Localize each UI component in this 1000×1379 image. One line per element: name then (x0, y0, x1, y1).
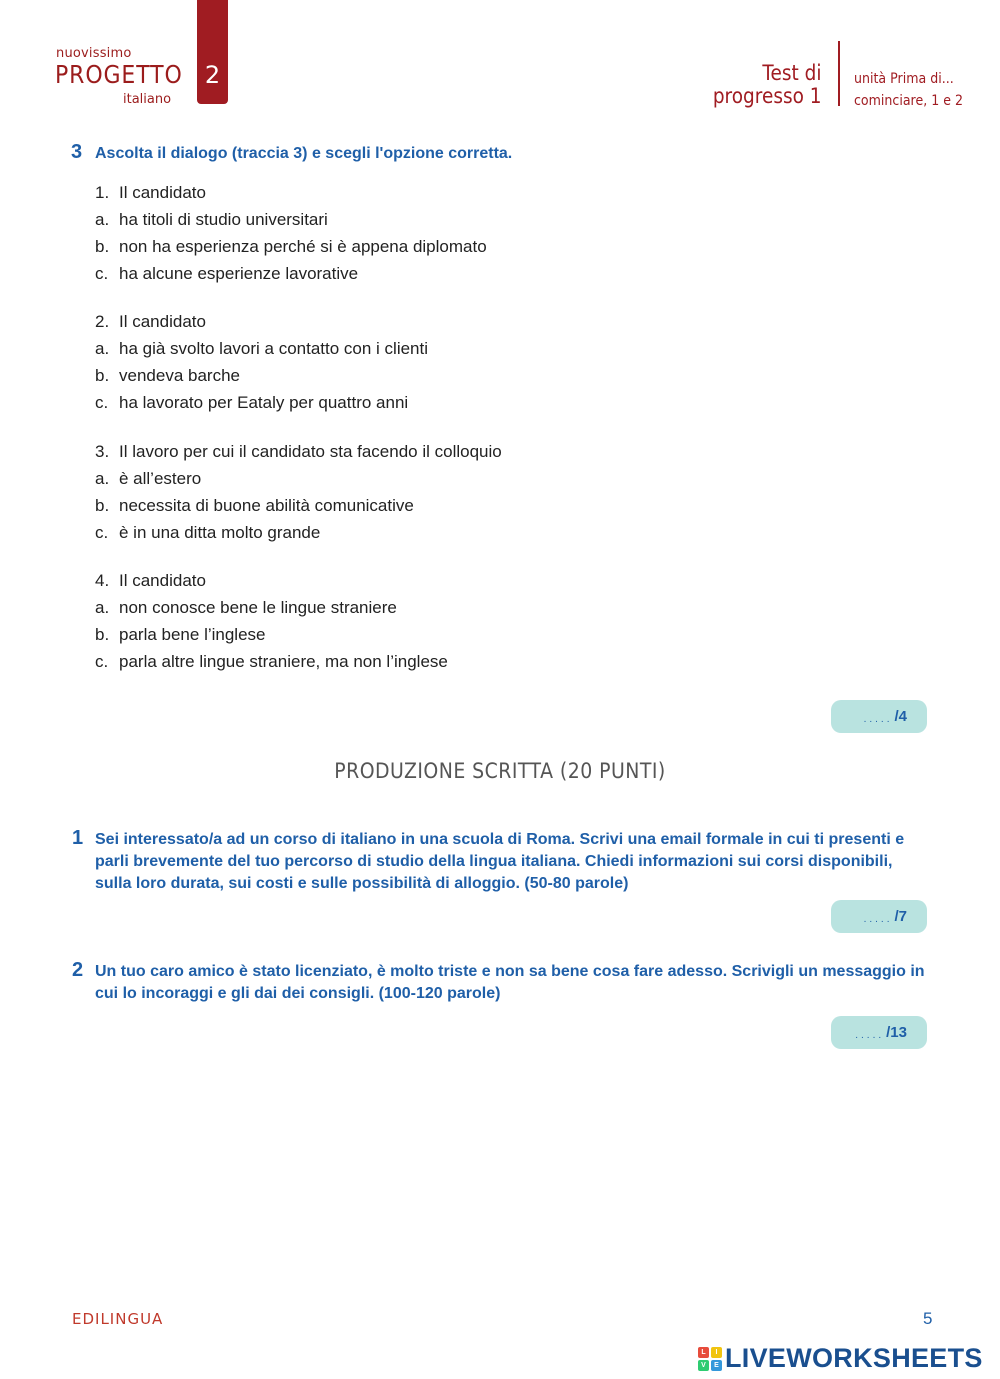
section-title: PRODUZIONE SCRITTA (20 PUNTI) (334, 759, 666, 783)
question-text: Il candidato (119, 312, 206, 331)
option-text: parla bene l’inglese (119, 625, 266, 644)
option-text: parla altre lingue straniere, ma non l’inglese (119, 652, 448, 671)
brand-italiano: italiano (123, 92, 172, 107)
option-letter: b. (95, 366, 110, 385)
score-total: /4 (894, 708, 907, 725)
liveworksheets-text: LIVEWORKSHEETS (725, 1343, 983, 1373)
publisher-logo: EDILINGUA (72, 1310, 164, 1328)
option-2b[interactable] (95, 362, 428, 389)
option-text: è in una ditta molto grande (119, 523, 321, 542)
exercise-3-instruction: Ascolta il dialogo (traccia 3) e scegli l'opzione corretta. (95, 145, 513, 162)
option-letter: b. (95, 625, 110, 644)
score-dots: ..... (863, 914, 893, 925)
score-box-writing-2[interactable] (831, 1016, 927, 1049)
writing-1-number: 1 (72, 827, 84, 849)
option-text: vendeva barche (119, 366, 240, 385)
option-1b[interactable] (95, 233, 487, 260)
question-number: 1. (95, 183, 110, 202)
question-2-stem (95, 308, 428, 335)
option-letter: b. (95, 237, 110, 256)
option-1a[interactable] (95, 206, 487, 233)
option-3c[interactable] (95, 519, 502, 546)
logo-letter-i: I (711, 1347, 722, 1358)
test-units (854, 68, 963, 112)
test-title-line1: Test di (762, 61, 822, 85)
option-4a[interactable] (95, 594, 448, 621)
score-box-writing-1[interactable] (831, 900, 927, 933)
option-letter: c. (95, 393, 109, 412)
option-text: ha lavorato per Eataly per quattro anni (119, 393, 409, 412)
level-tab: 2 (197, 0, 228, 104)
exercise-3-number: 3 (71, 141, 83, 163)
question-3 (95, 438, 502, 546)
score-box-exercise-3[interactable] (831, 700, 927, 733)
option-letter: a. (95, 210, 110, 229)
option-letter: a. (95, 469, 110, 488)
question-2 (95, 308, 428, 416)
option-letter: a. (95, 339, 110, 358)
logo-letter-e: E (711, 1360, 722, 1371)
option-letter: c. (95, 523, 109, 542)
brand-progetto: PROGETTO (55, 60, 183, 89)
header-divider (838, 41, 840, 106)
question-4 (95, 567, 448, 675)
score-dots: ..... (855, 1030, 885, 1041)
option-text: ha già svolto lavori a contatto con i clienti (119, 339, 429, 358)
test-units-line2: cominciare, 1 e 2 (854, 93, 964, 109)
writing-1-instruction: Sei interessato/a ad un corso di italiano in una scuola di Roma. Scrivi una email formale in cui ti presenti e parli brevemente del tuo percorso di studio della lingua italiana. Chiedi informazioni sui corsi disponibili, sulla loro durata, sui costi e sulle possibilità di alloggio. (50-80 parole) (95, 831, 905, 892)
score-total: /7 (894, 908, 907, 925)
question-text: Il lavoro per cui il candidato sta facendo il colloquio (119, 442, 502, 461)
option-text: ha titoli di studio universitari (119, 210, 328, 229)
option-2c[interactable] (95, 389, 428, 416)
option-3b[interactable] (95, 492, 502, 519)
logo-letter-l: L (698, 1347, 709, 1358)
liveworksheets-watermark[interactable] (698, 1343, 983, 1374)
option-letter: a. (95, 598, 110, 617)
option-1c[interactable] (95, 260, 487, 287)
option-text: non ha esperienza perché si è appena diplomato (119, 237, 487, 256)
option-text: è all’estero (119, 469, 202, 488)
question-number: 2. (95, 312, 110, 331)
option-text: ha alcune esperienze lavorative (119, 264, 359, 283)
question-3-stem (95, 438, 502, 465)
brand-nuovissimo: nuovissimo (56, 46, 132, 61)
page-number: 5 (923, 1309, 933, 1328)
question-1-stem (95, 179, 487, 206)
question-4-stem (95, 567, 448, 594)
score-total: /13 (886, 1024, 907, 1041)
option-text: non conosce bene le lingue straniere (119, 598, 397, 617)
option-2a[interactable] (95, 335, 428, 362)
test-title (713, 62, 822, 108)
writing-2-instruction: Un tuo caro amico è stato licenziato, è molto triste e non sa bene cosa fare adesso. Scrivigli un messaggio in cui lo incoraggi e gli dai dei consigli. (100-120 parole) (95, 963, 925, 1002)
question-text: Il candidato (119, 183, 206, 202)
option-3a[interactable] (95, 465, 502, 492)
score-dots: ..... (863, 714, 893, 725)
question-1 (95, 179, 487, 287)
option-letter: c. (95, 264, 109, 283)
writing-2-number: 2 (72, 959, 84, 981)
option-4b[interactable] (95, 621, 448, 648)
option-letter: c. (95, 652, 109, 671)
question-text: Il candidato (119, 571, 206, 590)
question-number: 3. (95, 442, 110, 461)
question-number: 4. (95, 571, 110, 590)
option-letter: b. (95, 496, 110, 515)
logo-letter-v: V (698, 1360, 709, 1371)
option-text: necessita di buone abilità comunicative (119, 496, 414, 515)
option-4c[interactable] (95, 648, 448, 675)
liveworksheets-logo-icon (698, 1347, 722, 1371)
test-units-line1: unità Prima di... (854, 71, 954, 87)
test-title-line2: progresso 1 (713, 84, 822, 108)
